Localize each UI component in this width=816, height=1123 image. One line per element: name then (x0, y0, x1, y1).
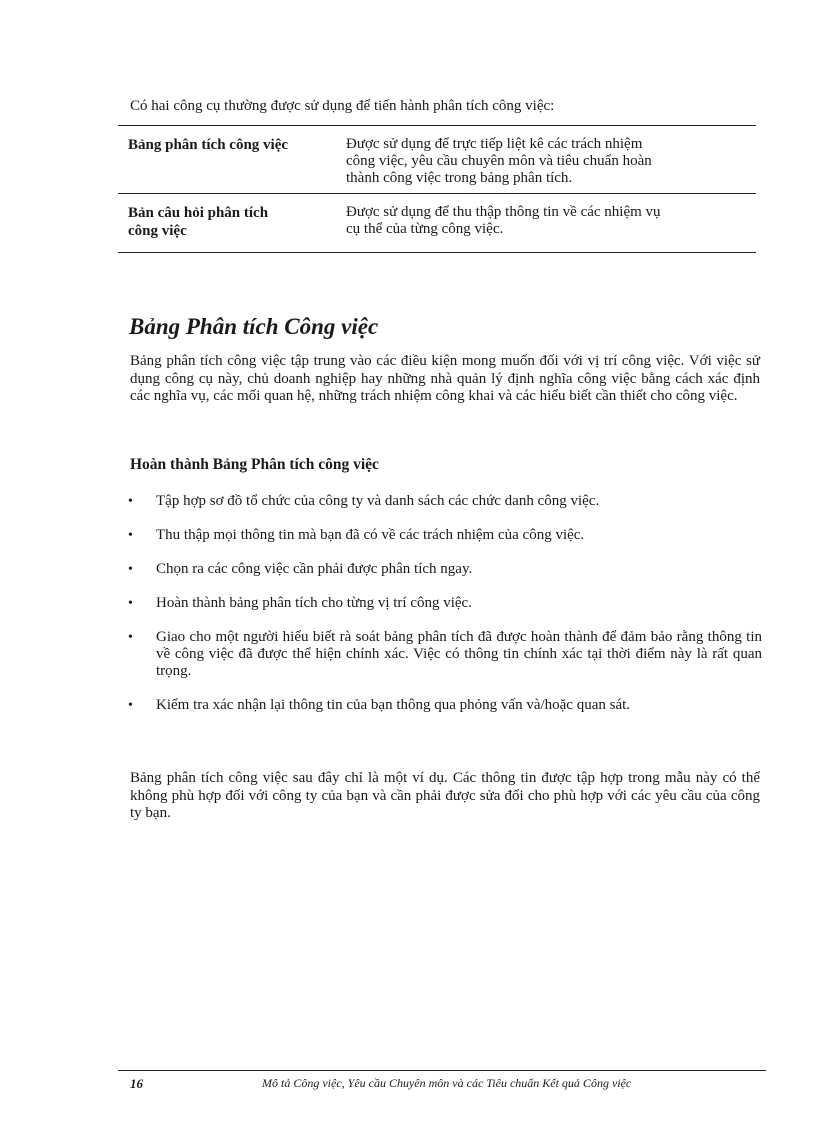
tool-description (346, 204, 756, 252)
running-title: Mô tả Công việc, Yêu cầu Chuyên môn và các Tiêu chuẩn Kết quả Công việc (262, 1076, 632, 1090)
step-text: Tập hợp sơ đồ tổ chức của công ty và danh sách các chức danh công việc. (156, 493, 600, 509)
list-item (128, 527, 762, 544)
list-item (128, 493, 762, 510)
closing-paragraph: Bảng phân tích công việc sau đây chỉ là một ví dụ. Các thông tin được tập hợp trong mẫu này có thể không phù hợp đối với công ty của bạn và cần phải được sửa đổi cho phù hợp với các yêu cầu của công ty bạn. (130, 770, 760, 821)
bullet-icon: • (128, 698, 133, 713)
tool-name-line: Bảng phân tích công việc (128, 137, 289, 153)
tool-description-line: Được sử dụng để trực tiếp liệt kê các trách nhiệm (346, 136, 643, 152)
tools-table (118, 125, 756, 253)
bullet-icon: • (128, 494, 133, 509)
list-item (128, 629, 762, 680)
tool-description-line: công việc, yêu cầu chuyên môn và tiêu chuẩn hoàn (346, 153, 652, 169)
footer-rule (118, 1070, 766, 1071)
table-row (118, 126, 756, 193)
list-item (128, 595, 762, 612)
tool-description (346, 136, 756, 193)
section-paragraph: Bảng phân tích công việc tập trung vào các điều kiện mong muốn đối với vị trí công việc. Với việc sử dụng công cụ này, chủ doanh nghiệp hay những nhà quản lý định nghĩa công việc bằng cách xác định các nghĩa vụ, các mối quan hệ, những trách nhiệm công khai và các hiểu biết cần thiết cho công việc. (130, 353, 760, 404)
step-text: Giao cho một người hiểu biết rà soát bảng phân tích đã được hoàn thành để đảm bảo rằng thông tin về công việc đã được thể hiện chính xác. Việc có thông tin chính xác tại thời điểm này là rất quan trọng. (156, 629, 762, 679)
list-item (128, 697, 762, 714)
step-text: Chọn ra các công việc cần phải được phân tích ngay. (156, 561, 473, 577)
tool-name-line: Bản câu hỏi phân tích (128, 205, 269, 221)
list-item (128, 561, 762, 578)
subheading: Hoàn thành Bảng Phân tích công việc (130, 456, 379, 473)
bullet-icon: • (128, 528, 133, 543)
intro-sentence: Có hai công cụ thường được sử dụng để tiến hành phân tích công việc: (130, 98, 555, 114)
tool-name-line: công việc (128, 223, 187, 239)
bullet-icon: • (128, 630, 133, 645)
bullet-icon: • (128, 596, 133, 611)
tool-description-line: thành công việc trong bảng phân tích. (346, 170, 573, 186)
page-number: 16 (130, 1076, 143, 1091)
step-text: Hoàn thành bảng phân tích cho từng vị trí công việc. (156, 595, 472, 611)
section-title: Bảng Phân tích Công việc (129, 314, 379, 339)
step-text: Thu thập mọi thông tin mà bạn đã có về các trách nhiệm của công việc. (156, 527, 585, 543)
tool-description-line: cụ thể của từng công việc. (346, 221, 504, 237)
table-row (118, 194, 756, 252)
steps-list (128, 493, 762, 731)
bullet-icon: • (128, 562, 133, 577)
table-bottom-rule (118, 252, 756, 253)
step-text: Kiểm tra xác nhận lại thông tin của bạn thông qua phỏng vấn và/hoặc quan sát. (156, 697, 631, 713)
tool-description-line: Được sử dụng để thu thập thông tin về các nhiệm vụ (346, 204, 661, 220)
tool-name (118, 136, 346, 193)
tool-name (118, 204, 346, 252)
